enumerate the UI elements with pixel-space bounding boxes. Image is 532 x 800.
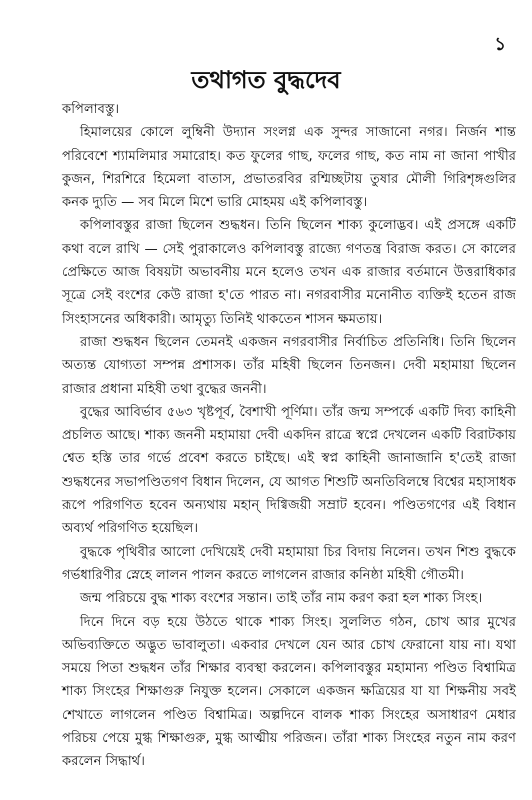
paragraph: কপিলাবস্তুর রাজা ছিলেন শুদ্ধধন। তিনি ছিলেন শাক্য কুলোদ্ভব। এই প্রসঙ্গে একটি কথা বলে রাখি — সেই পুরাকালেও কপিলাবস্তু রাজ্যে গণতন্ত্র বিরাজ করত। সে কালের প্রেক্ষিতে আজ বিষয়টা অভাবনীয় মনে হলেও তখন এক রাজার বর্তমানে উত্তরাধিকার সূত্রে সেই বংশের কেউ রাজা হ'তে পারত না। নগরবাসীর মনোনীত ব্যক্তিই হতেন রাজ সিংহাসনের অধিকারী। আমৃত্যু তিনিই থাকতেন শাসন ক্ষমতায়।	[62, 218, 516, 327]
paragraph: জন্ম পরিচয়ে বুদ্ধ শাক্য বংশের সন্তান। তাই তাঁর নাম করণ করা হল শাক্য সিংহ।	[80, 591, 483, 607]
paragraph: রাজা শুদ্ধধন ছিলেন তেমনই একজন নগরবাসীর নির্বাচিত প্রতিনিধি। তিনি ছিলেন অত্যন্ত যোগ্যতা সম্পন্ন প্রশাসক। তাঁর মহিষী ছিলেন তিনজন। দেবী মহামায়া ছিলেন রাজার প্রধানা মহিষী তথা বুদ্ধের জননী।	[62, 334, 516, 397]
paragraph: দিনে দিনে বড় হয়ে উঠতে থাকে শাক্য সিংহ। সুললিত গঠন, চোখ আর মুখের অভিব্যক্তিতে অদ্ভুত ভাবালুতা। একবার দেখলে যেন আর চোখ ফেরানো যায় না। যথা সময়ে পিতা শুদ্ধধন তাঁর শিক্ষার ব্যবস্থা করলেন। কপিলাবস্তুর মহামান্য পণ্ডিত বিশ্বামিত্র শাক্য সিংহের শিক্ষাগুরু নিযুক্ত হলেন। সেকালে একজন ক্ষত্রিয়ের যা যা শিক্ষনীয় সবই শেখাতে লাগলেন পণ্ডিত বিশ্বামিত্র। অল্পদিনে বালক শাক্য সিংহের অসাধারণ মেধার পরিচয় পেয়ে মুগ্ধ শিক্ষাগুরু, মুগ্ধ আত্মীয় পরিজন। তাঁরা শাক্য সিংহের নতুন নাম করণ করলেন সিদ্ধার্থ।	[62, 614, 516, 770]
page-title: তথাগত বুদ্ধদেব	[191, 65, 341, 94]
page-number: ১	[494, 34, 506, 55]
paragraph: কপিলাবস্তু।	[62, 102, 120, 117]
paragraph: বুদ্ধকে পৃথিবীর আলো দেখিয়েই দেবী মহামায়া চির বিদায় নিলেন। তখন শিশু বুদ্ধকে গর্ভধারিণীর স্নেহে লালন পালন করতে লাগলেন রাজার কনিষ্ঠা মহিষী গৌতমী।	[62, 544, 516, 583]
paragraph: বুদ্ধের আবির্ভাব ৫৬৩ খৃষ্টপূর্ব, বৈশাখী পূর্ণিমা। তাঁর জন্ম সম্পর্কে একটি দিব্য কাহিনী প্রচলিত আছে। শাক্য জননী মহামায়া দেবী একদিন রাত্রে স্বপ্নে দেখলেন একটি বিরাটকায় শ্বেত হস্তি তার গর্ভে প্রবেশ করতে চাইছে। এই স্বপ্ন কাহিনী জানাজানি হ'তেই রাজা শুদ্ধধনের সভাপণ্ডিতগণ বিধান দিলেন, যে আগত শিশুটি অনতিবিলম্বে বিশ্বের মহাসাধক রূপে পরিগণিত হবেন অন্যথায় মহান্ দিগ্বিজয়ী সম্রাট হবেন। পণ্ডিতগণের এই বিধান অব্যর্থ পরিগণিত হয়েছিল।	[62, 404, 516, 537]
body-text	[62, 98, 516, 774]
paragraph: হিমালয়ের কোলে লুম্বিনী উদ্যান সংলগ্ন এক সুন্দর সাজানো নগর। নির্জন শান্ত পরিবেশে শ্যামলিমার সমারোহ। কত ফুলের গাছ, ফলের গাছ, কত নাম না জানা পাখীর কুজন, শিরশিরে হিমেলা বাতাস, প্রভাতরবির রশ্মিচ্ছটায় তুষার মৌলী গিরিশৃঙ্গগুলির কনক দ্যুতি — সব মিলে মিশে ভারি মোহময় এই কপিলাবস্তু।	[62, 125, 516, 211]
